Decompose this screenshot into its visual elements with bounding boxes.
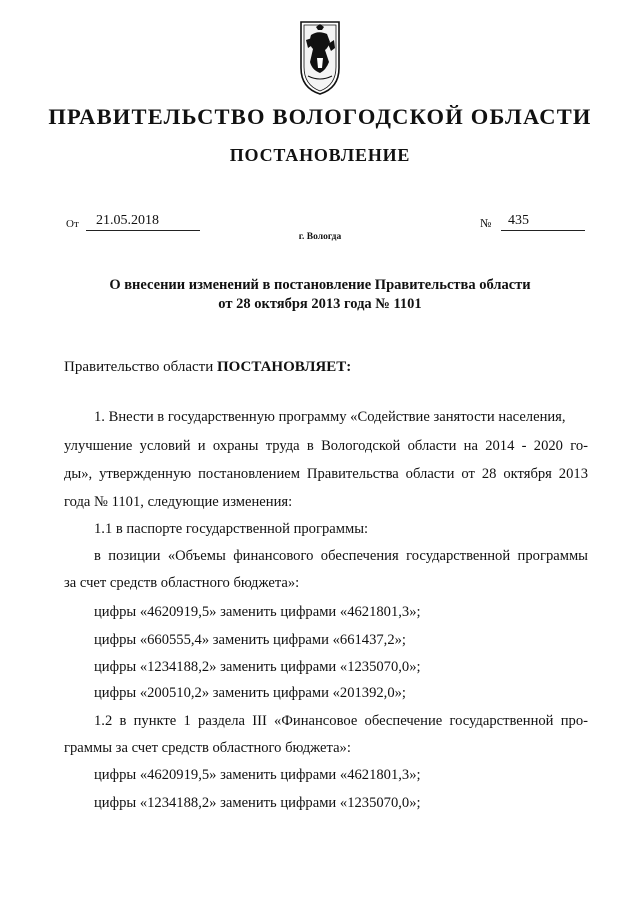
date-underline bbox=[86, 230, 200, 231]
number-underline bbox=[501, 230, 585, 231]
number-label: № bbox=[480, 216, 492, 230]
preamble bbox=[64, 359, 351, 376]
paragraph-1-1: 1.1 в паспорте государственной программы: bbox=[94, 521, 369, 537]
replacement-6: цифры «1234188,2» заменить цифрами «1235070,0»; bbox=[94, 795, 421, 811]
paragraph-1-1-a-line-2: за счет средств областного бюджета»: bbox=[64, 575, 300, 591]
document-number: 435 bbox=[508, 213, 529, 228]
replacement-5: цифры «4620919,5» заменить цифрами «4621801,3»; bbox=[94, 767, 421, 783]
preamble-text: Правительство области bbox=[64, 359, 217, 375]
subject-line-2: от 28 октября 2013 года № 1101 bbox=[218, 296, 422, 312]
paragraph-1-line-3: ды», утвержденную постановлением Правительства области от 28 октября 2013 bbox=[64, 466, 588, 482]
government-title: ПРАВИТЕЛЬСТВО ВОЛОГОДСКОЙ ОБЛАСТИ bbox=[48, 104, 592, 129]
city-label: г. Вологда bbox=[298, 232, 342, 242]
paragraph-1-line-1: 1. Внести в государственную программу «Содействие занятости населения, bbox=[94, 409, 566, 425]
paragraph-1-2-line-1: 1.2 в пункте 1 раздела III «Финансовое обеспечение государственной про- bbox=[94, 713, 588, 729]
paragraph-1-line-4: года № 1101, следующие изменения: bbox=[64, 494, 293, 510]
coat-of-arms-emblem bbox=[298, 18, 342, 96]
document-type-title: ПОСТАНОВЛЕНИЕ bbox=[229, 145, 411, 165]
replacement-3: цифры «1234188,2» заменить цифрами «1235070,0»; bbox=[94, 659, 421, 675]
document-subject bbox=[0, 276, 640, 314]
paragraph-1-2-line-2: граммы за счет средств областного бюджета»: bbox=[64, 740, 351, 756]
date-label: От bbox=[66, 218, 79, 230]
document-date: 21.05.2018 bbox=[96, 213, 159, 228]
preamble-decree: ПОСТАНОВЛЯЕТ: bbox=[216, 359, 352, 375]
paragraph-1-1-a-line-1: в позиции «Объемы финансового обеспечения государственной программы bbox=[94, 548, 588, 564]
paragraph-1-line-2: улучшение условий и охраны труда в Вологодской области на 2014 - 2020 го- bbox=[64, 438, 588, 454]
replacement-1: цифры «4620919,5» заменить цифрами «4621801,3»; bbox=[94, 604, 421, 620]
replacement-2: цифры «660555,4» заменить цифрами «661437,2»; bbox=[94, 632, 406, 648]
subject-line-1: О внесении изменений в постановление Правительства области bbox=[109, 277, 531, 293]
replacement-4: цифры «200510,2» заменить цифрами «201392,0»; bbox=[94, 685, 406, 701]
